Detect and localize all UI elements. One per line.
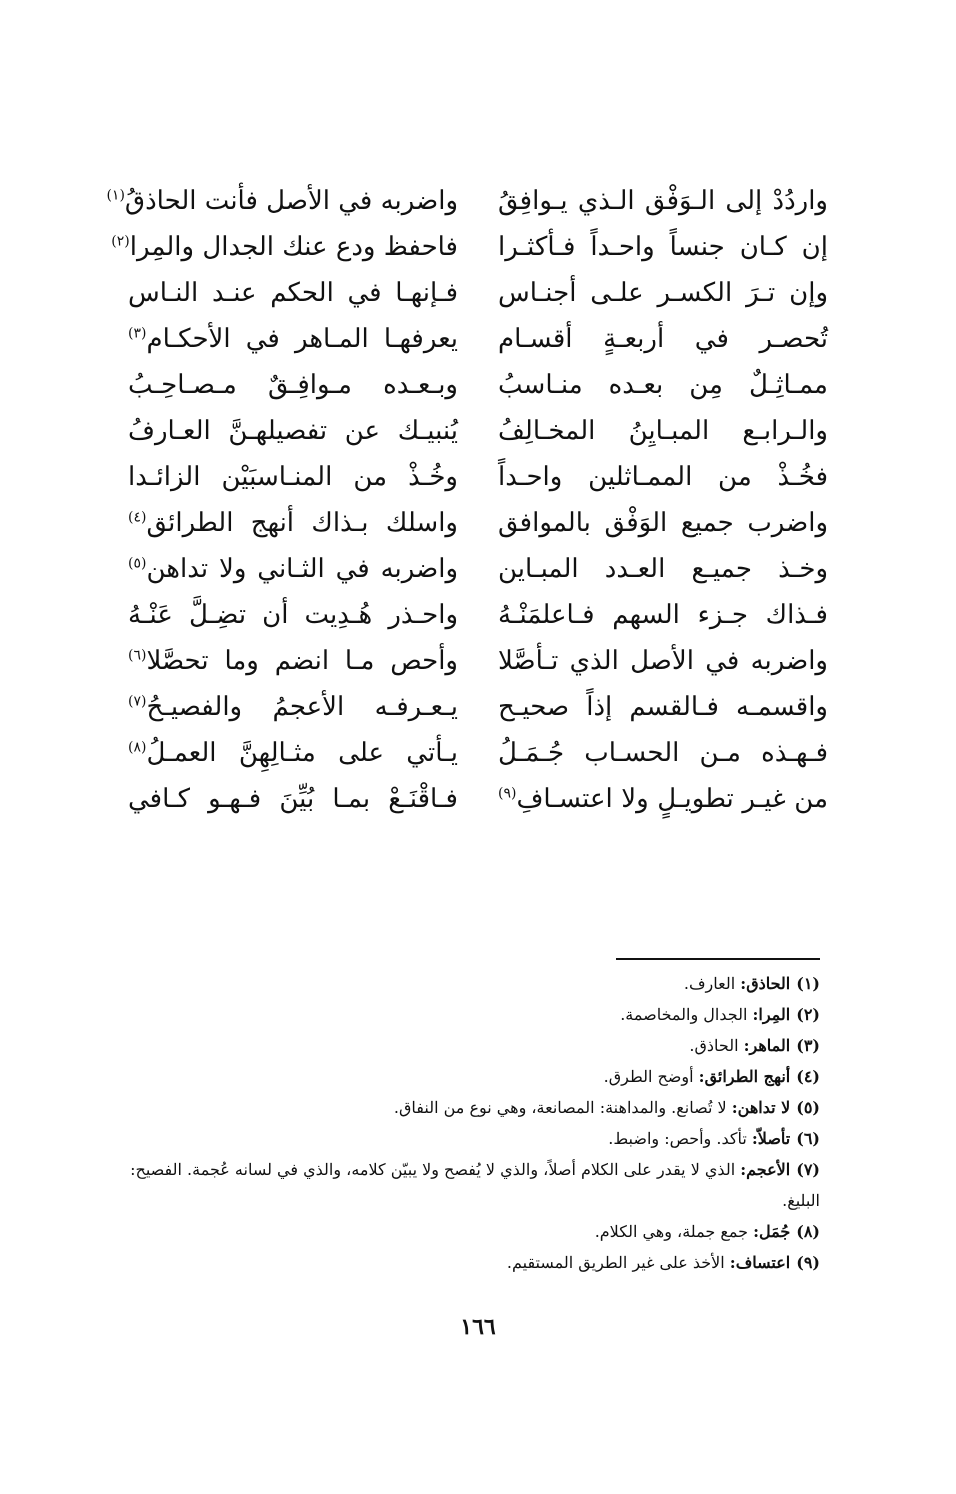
footnote-ref[interactable]: (١) (106, 187, 125, 204)
footnote: (٣)الماهر: الحاذق. (689, 1036, 820, 1055)
verse (128, 776, 828, 822)
second-hemistich: واحـذر هُـدِيت أن تضِـلَّ عَنْـهُ (128, 600, 458, 630)
footnote: (٩)اعتساف: الأخذ على غير الطريق المستقيم. (506, 1253, 820, 1272)
footnote: (٨)جُمَل: جمع جملة، وهي الكلام. (594, 1222, 820, 1241)
footnote-ref[interactable]: (٥) (128, 555, 147, 572)
first-hemistich: من غيـر تطويـلٍ ولا اعتسـافِ$^{(٩)}$ (498, 784, 828, 814)
verse (128, 592, 828, 638)
footnote-ref[interactable]: (٣) (128, 325, 147, 342)
footnote: (١)الحاذق: العارف. (683, 974, 820, 993)
verse (128, 546, 828, 592)
second-hemistich: يُنبيـك عن تفصيلهـنَّ العـارفُ (128, 416, 458, 446)
verse (128, 316, 828, 362)
verse (111, 224, 828, 270)
first-hemistich: واقسمـه فـالقسم إذاً صحيـح (498, 692, 828, 722)
footnotes (130, 968, 820, 1278)
page-number: ١٦٦ (460, 1314, 496, 1340)
verse (128, 684, 828, 730)
footnote-ref[interactable]: (٢) (111, 233, 130, 250)
footnote-ref[interactable]: (٦) (128, 647, 147, 664)
verse (106, 178, 828, 224)
first-hemistich: فـهـذه مـن الحسـاب جُـمَـلُ (498, 738, 828, 768)
first-hemistich: ممـاثِـلٌ مِن بعـده منـاسبُ (498, 370, 828, 400)
verse (128, 270, 828, 316)
second-hemistich: يـعـرفـه الأعجمُ والفصيـحُ$^{(٧)}$ (128, 692, 458, 722)
second-hemistich: يعرفهـا المـاهر في الأحكـام$^{(٣)}$ (128, 324, 458, 354)
footnote-ref[interactable]: (٤) (128, 509, 147, 526)
second-hemistich: وخُـذْ من المنـاسبَيْن الزائـدا (128, 462, 458, 492)
footnote-ref[interactable]: (٨) (128, 739, 147, 756)
footnote: (٦)تأصلاّ: تأكد. وأحص: واضبط. (608, 1129, 820, 1148)
footnote: (٧)الأعجم: الذي لا يقدر على الكلام أصلاً، والذي لا يُفصح ولا يبيّن كلامه، والذي في لسانه عُجمة. الفصيح: البليغ. (130, 1160, 820, 1210)
verse (128, 454, 828, 500)
second-hemistich: فـإنهـا في الحكم عنـد النـاس (128, 278, 458, 308)
footnote-divider (616, 958, 820, 960)
footnote: (٥)لا تداهن: لا تُصانع. والمداهنة: المصانعة، وهي نوع من النفاق. (393, 1098, 820, 1117)
first-hemistich: وإن تـرَ الكسـر علـى أجنـاس (498, 278, 828, 308)
footnote: (٤)أنهج الطرائق: أوضح الطرق. (603, 1067, 820, 1086)
second-hemistich: فاحفظ ودع عنك الجدال والمِرا$^{(٢)}$ (111, 232, 458, 262)
first-hemistich: واضربه في الأصل الذي تـأصَّلا (498, 646, 828, 676)
first-hemistich: تُحصـر في أربعـةٍ أقسـام (498, 324, 828, 354)
first-hemistich: واردُدْ إلى الـوَفْق الـذي يـوافِقُ (498, 186, 828, 216)
second-hemistich: يـأتي على مثـالِهِنَّ العمـلُ$^{(٨)}$ (128, 738, 458, 768)
second-hemistich: واسلك بـذاك أنهج الطرائق$^{(٤)}$ (128, 508, 458, 538)
verse (128, 408, 828, 454)
footnote: (٢)المِرا: الجدال والمخاصمة. (620, 1005, 820, 1024)
first-hemistich: إن كـان جنساً واحـداً فـأكثـرا (498, 232, 828, 262)
verse (128, 500, 828, 546)
first-hemistich: والـرابـع المبـايِنُ المخـالِفُ (498, 416, 828, 446)
first-hemistich: واضرب جميع الوَفْق بالموافق (498, 508, 828, 538)
second-hemistich: وبـعـده مـوافِـقٌ مـصـاحِـبُ (128, 370, 458, 400)
first-hemistich: فخُـذْ من الممـاثلين واحـداً (498, 462, 828, 492)
first-hemistich: وخـذ جميـع العـدد المبـاين (498, 554, 828, 584)
verse (128, 362, 828, 408)
second-hemistich: وأحص مـا انضم وما تحصَّلا$^{(٦)}$ (128, 646, 458, 676)
verse (128, 638, 828, 684)
second-hemistich: فـاقْنَـعْ بمـا بُيِّنَ فـهـو كـافي (128, 784, 458, 814)
second-hemistich: واضربه في الأصل فأنت الحاذقُ$^{(١)}$ (106, 186, 458, 216)
footnote-ref[interactable]: (٧) (128, 693, 147, 710)
poem (106, 178, 828, 822)
first-hemistich: فـذاك جـزء السهم فـاعلمَنْـهُ (498, 600, 828, 630)
verse (128, 730, 828, 776)
second-hemistich: واضربه في الثـاني ولا تداهن$^{(٥)}$ (128, 554, 458, 584)
footnote-ref[interactable]: (٩) (498, 785, 517, 802)
